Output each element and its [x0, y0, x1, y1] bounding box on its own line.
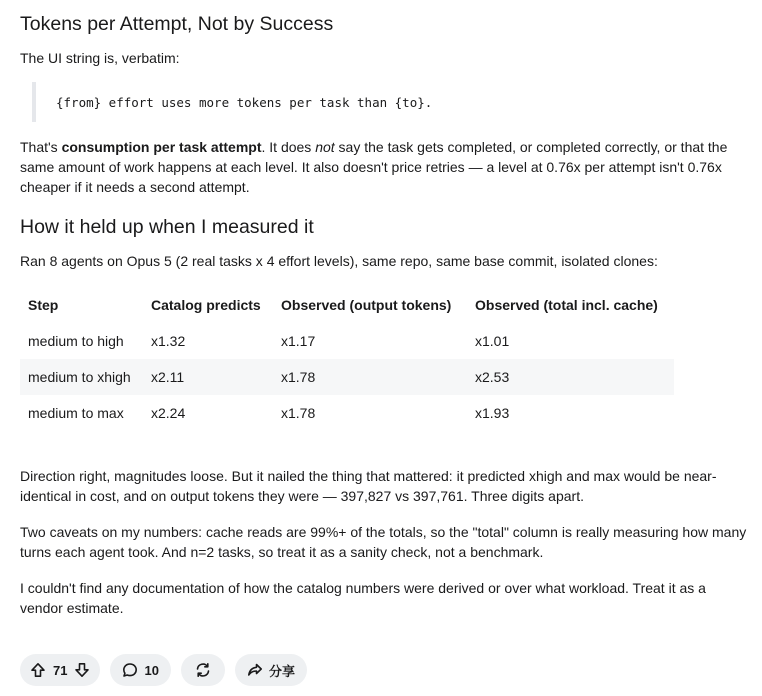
comment-icon — [122, 662, 138, 678]
table-cell: x1.32 — [151, 333, 186, 349]
table-cell: x1.17 — [281, 333, 316, 349]
para1-em: not — [315, 139, 335, 155]
table-cell: x1.78 — [281, 369, 316, 385]
para1-mid: . It does — [261, 139, 316, 155]
table-header-cell: Observed (total incl. cache) — [475, 297, 658, 313]
caveats-paragraph: Two caveats on my numbers: cache reads are 99%+ of the totals, so the "total" column is really measuring how many turns each agent took. And n=2 tasks, so treat it as a sanity check, not a benchmark. — [20, 524, 747, 560]
intro-paragraph: The UI string is, verbatim: — [20, 50, 180, 66]
table-row — [20, 359, 674, 395]
vote-count: 71 — [53, 662, 68, 678]
para1-post: say the task gets completed, or completed correctly, or that the same amount of work happens at each level. It also doesn't price retries — a level at 0.76x per attempt isn't 0.76x cheaper if it needs a second attempt. — [20, 139, 728, 195]
direction-paragraph: Direction right, magnitudes loose. But it nailed the thing that mattered: it predicted xhigh and max would be near-identical in cost, and on output tokens they were — 397,827 vs 397,761. Three digits apart. — [20, 468, 717, 504]
code-text: {from} effort uses more tokens per task than {to}. — [56, 94, 433, 110]
documentation-paragraph: I couldn't find any documentation of how the catalog numbers were derived or over what workload. Treat it as a vendor estimate. — [20, 580, 706, 616]
table-cell: x2.11 — [151, 369, 185, 385]
upvote-icon[interactable] — [30, 662, 46, 678]
table-header-row — [20, 287, 674, 323]
table-row — [20, 395, 674, 431]
section-heading-measured: How it held up when I measured it — [20, 216, 314, 238]
table-cell: medium to xhigh — [28, 369, 131, 385]
table-cell: x1.93 — [475, 405, 510, 421]
comment-count: 10 — [144, 662, 159, 678]
share-label: 分享 — [268, 663, 295, 679]
consumption-paragraph — [20, 137, 748, 197]
para1-pre: That's — [20, 139, 62, 155]
table-cell: x1.01 — [475, 333, 510, 349]
table-cell: x2.53 — [475, 369, 510, 385]
table-header-cell: Observed (output tokens) — [281, 297, 452, 313]
table-cell: x2.24 — [151, 405, 186, 421]
table-row — [20, 323, 674, 359]
para1-bold: consumption per task attempt — [61, 139, 262, 155]
code-block — [32, 82, 748, 122]
table-header-cell: Catalog predicts — [151, 297, 261, 313]
downvote-icon[interactable] — [74, 662, 90, 678]
method-paragraph: Ran 8 agents on Opus 5 (2 real tasks x 4 effort levels), same repo, same base commit, isolated clones: — [20, 253, 658, 269]
table-header-cell: Step — [28, 297, 59, 313]
table-cell: medium to max — [28, 405, 124, 421]
section-heading-tokens: Tokens per Attempt, Not by Success — [20, 13, 334, 35]
table-cell: x1.78 — [281, 405, 316, 421]
table-cell: medium to high — [28, 333, 124, 349]
share-button[interactable] — [235, 654, 307, 686]
repost-button[interactable] — [181, 654, 225, 686]
share-icon — [247, 662, 263, 678]
results-table — [20, 287, 674, 431]
repost-icon — [195, 662, 211, 678]
comments-button[interactable] — [110, 654, 170, 686]
post-actions-bar — [20, 654, 307, 686]
vote-group — [20, 654, 100, 686]
